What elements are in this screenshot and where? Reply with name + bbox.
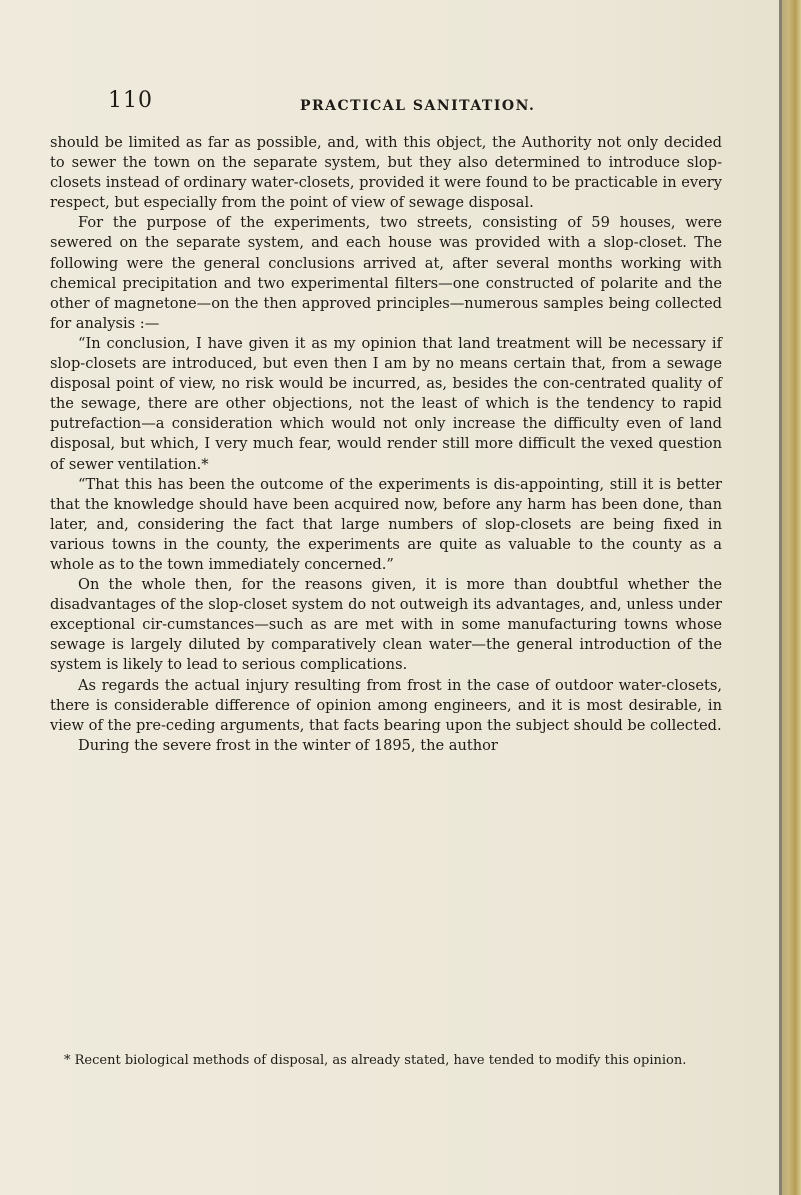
page-header xyxy=(108,88,728,128)
paragraph: On the whole then, for the reasons given, it is more than doubtful whether the disadvantages of the slop-closet system do not outweigh its advantages, and, unless under exceptional cir-cumstances—such as are met with in some manufacturing towns whose sewage is largely diluted by comparatively clean water—the general introduction of the system is likely to lead to serious complications. xyxy=(50,576,722,674)
paragraph: As regards the actual injury resulting from frost in the case of outdoor water-closets, there is considerable difference of opinion among engineers, and it is most desirable, in view of the pre-ceding arguments, that facts bearing upon the subject should be collected. xyxy=(50,676,722,734)
running-head: PRACTICAL SANITATION. xyxy=(300,98,536,114)
footnote-text: * Recent biological methods of disposal, as already stated, have tended to modify this opinion. xyxy=(64,1053,687,1068)
quoted-paragraph: “That this has been the outcome of the experiments is dis-appointing, still it is better that the knowledge should have been acquired now, before any harm has been done, than later, and, considering the fact that large numbers of slop-closets are being fixed in various towns in the county, the experiments are quite as valuable to the county as a whole as to the town immediately concerned.” xyxy=(50,475,722,573)
body-text xyxy=(50,133,722,756)
paragraph: During the severe frost in the winter of 1895, the author xyxy=(78,736,498,754)
footnote xyxy=(50,1052,722,1069)
page-number: 110 xyxy=(108,88,153,113)
paragraph: For the purpose of the experiments, two streets, consisting of 59 houses, were sewered on the separate system, and each house was provided with a slop-closet. The following were the general conclusions arrived at, after several months working with chemical precipitation and two experimental filters—one constructed of polarite and the other of magnetone—on the then approved principles—numerous samples being collected for analysis :— xyxy=(50,214,722,332)
book-binding-edge xyxy=(782,0,801,1195)
quoted-paragraph: “In conclusion, I have given it as my opinion that land treatment will be necessary if slop-closets are introduced, but even then I am by no means certain that, from a sewage disposal point of view, no risk would be incurred, as, besides the con-centrated quality of the sewage, there are other objections, not the least of which is the tendency to rapid putrefaction—a consideration which would not only increase the difficulty even of land disposal, but which, I very much fear, would render still more difficult the vexed question of sewer ventilation.* xyxy=(50,334,722,473)
paragraph: should be limited as far as possible, and, with this object, the Authority not only decided to sewer the town on the separate system, but they also determined to introduce slop-closets instead of ordinary water-closets, provided it were found to be practicable in every respect, but especially from the point of view of sewage disposal. xyxy=(50,134,722,212)
